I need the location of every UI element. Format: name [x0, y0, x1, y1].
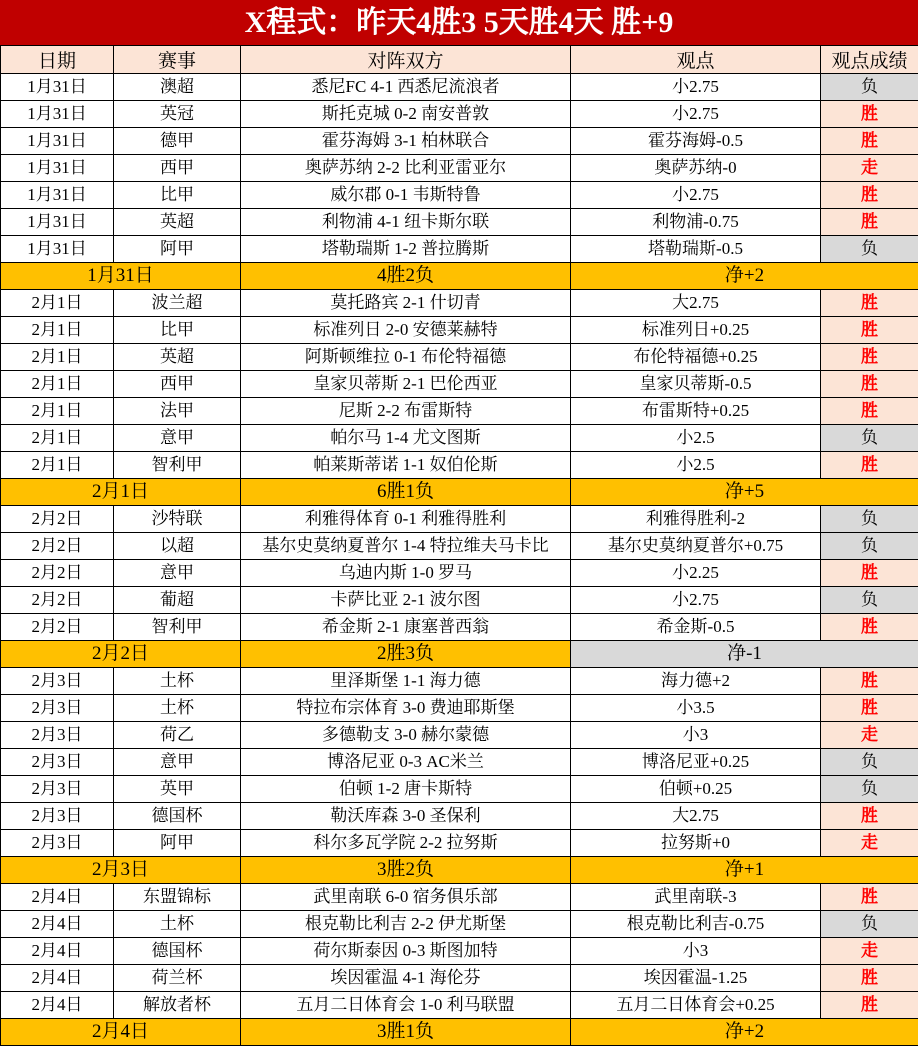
table-row [1, 182, 918, 209]
table-row [1, 884, 918, 911]
cell-result-badge: 胜 [821, 965, 918, 992]
table-row [1, 236, 918, 263]
table-row [1, 722, 918, 749]
cell-date: 2月4日 [1, 911, 114, 938]
cell-match: 悉尼FC 4-1 西悉尼流浪者 [241, 74, 571, 101]
cell-league: 阿甲 [114, 236, 241, 263]
summary-record: 2胜3负 [241, 641, 571, 668]
cell-league: 英超 [114, 344, 241, 371]
cell-league: 荷乙 [114, 722, 241, 749]
cell-result-badge: 走 [821, 155, 918, 182]
cell-date: 2月1日 [1, 452, 114, 479]
cell-opinion: 伯顿+0.25 [571, 776, 821, 803]
cell-league: 意甲 [114, 425, 241, 452]
cell-league: 智利甲 [114, 614, 241, 641]
summary-net: 净+1 [571, 857, 918, 884]
cell-result-badge: 胜 [821, 128, 918, 155]
cell-result-badge: 负 [821, 236, 918, 263]
cell-match: 勒沃库森 3-0 圣保利 [241, 803, 571, 830]
cell-league: 土杯 [114, 911, 241, 938]
cell-result-badge: 负 [821, 425, 918, 452]
cell-opinion: 小2.5 [571, 425, 821, 452]
cell-opinion: 小3.5 [571, 695, 821, 722]
cell-date: 2月4日 [1, 965, 114, 992]
summary-date: 1月31日 [1, 263, 241, 290]
table-row [1, 317, 918, 344]
cell-opinion: 小2.5 [571, 452, 821, 479]
summary-date: 2月3日 [1, 857, 241, 884]
cell-date: 2月2日 [1, 506, 114, 533]
table-row [1, 668, 918, 695]
summary-row [1, 641, 918, 668]
table-row [1, 965, 918, 992]
table-row [1, 74, 918, 101]
cell-date: 2月4日 [1, 884, 114, 911]
table-row [1, 992, 918, 1019]
cell-result-badge: 胜 [821, 317, 918, 344]
page-title: X程式：昨天4胜3 5天胜4天 胜+9 [0, 0, 918, 45]
cell-result-badge: 胜 [821, 614, 918, 641]
table-row [1, 371, 918, 398]
cell-league: 阿甲 [114, 830, 241, 857]
cell-league: 英甲 [114, 776, 241, 803]
cell-date: 1月31日 [1, 101, 114, 128]
cell-league: 澳超 [114, 74, 241, 101]
cell-result-badge: 胜 [821, 182, 918, 209]
cell-match: 里泽斯堡 1-1 海力德 [241, 668, 571, 695]
cell-date: 2月2日 [1, 560, 114, 587]
table-row [1, 695, 918, 722]
cell-match: 威尔郡 0-1 韦斯特鲁 [241, 182, 571, 209]
summary-row [1, 857, 918, 884]
cell-league: 德甲 [114, 128, 241, 155]
cell-opinion: 标准列日+0.25 [571, 317, 821, 344]
cell-date: 2月1日 [1, 290, 114, 317]
cell-date: 2月1日 [1, 344, 114, 371]
cell-match: 卡萨比亚 2-1 波尔图 [241, 587, 571, 614]
table-row [1, 101, 918, 128]
cell-date: 1月31日 [1, 209, 114, 236]
cell-date: 2月3日 [1, 776, 114, 803]
cell-league: 德国杯 [114, 803, 241, 830]
cell-date: 2月3日 [1, 830, 114, 857]
cell-opinion: 海力德+2 [571, 668, 821, 695]
cell-match: 科尔多瓦学院 2-2 拉努斯 [241, 830, 571, 857]
summary-net: 净+5 [571, 479, 918, 506]
cell-date: 2月1日 [1, 425, 114, 452]
cell-match: 埃因霍温 4-1 海伦芬 [241, 965, 571, 992]
summary-record: 4胜2负 [241, 263, 571, 290]
cell-match: 塔勒瑞斯 1-2 普拉腾斯 [241, 236, 571, 263]
cell-match: 莫托路宾 2-1 什切青 [241, 290, 571, 317]
cell-date: 2月3日 [1, 803, 114, 830]
col-header-date: 日期 [1, 46, 114, 74]
cell-match: 基尔史莫纳夏普尔 1-4 特拉维夫马卡比 [241, 533, 571, 560]
cell-league: 西甲 [114, 155, 241, 182]
table-row [1, 128, 918, 155]
table-row [1, 344, 918, 371]
cell-opinion: 霍芬海姆-0.5 [571, 128, 821, 155]
cell-result-badge: 负 [821, 587, 918, 614]
cell-result-badge: 走 [821, 938, 918, 965]
cell-date: 2月2日 [1, 587, 114, 614]
cell-league: 沙特联 [114, 506, 241, 533]
table-row [1, 452, 918, 479]
cell-opinion: 小2.25 [571, 560, 821, 587]
cell-date: 2月3日 [1, 749, 114, 776]
cell-match: 利物浦 4-1 纽卡斯尔联 [241, 209, 571, 236]
summary-record: 3胜1负 [241, 1019, 571, 1046]
summary-net: 净-1 [571, 641, 918, 668]
cell-opinion: 奥萨苏纳-0 [571, 155, 821, 182]
cell-result-badge: 胜 [821, 803, 918, 830]
cell-result-badge: 负 [821, 506, 918, 533]
cell-opinion: 塔勒瑞斯-0.5 [571, 236, 821, 263]
cell-date: 1月31日 [1, 74, 114, 101]
table-row [1, 830, 918, 857]
summary-net: 净+2 [571, 263, 918, 290]
col-header-match: 对阵双方 [241, 46, 571, 74]
table-row [1, 749, 918, 776]
cell-league: 比甲 [114, 182, 241, 209]
summary-date: 2月1日 [1, 479, 241, 506]
col-header-league: 赛事 [114, 46, 241, 74]
cell-league: 东盟锦标 [114, 884, 241, 911]
table-row [1, 290, 918, 317]
cell-match: 博洛尼亚 0-3 AC米兰 [241, 749, 571, 776]
cell-opinion: 小3 [571, 938, 821, 965]
summary-row [1, 479, 918, 506]
table-row [1, 776, 918, 803]
cell-date: 2月1日 [1, 371, 114, 398]
cell-league: 意甲 [114, 560, 241, 587]
cell-result-badge: 胜 [821, 398, 918, 425]
cell-opinion: 利物浦-0.75 [571, 209, 821, 236]
cell-league: 解放者杯 [114, 992, 241, 1019]
cell-match: 阿斯顿维拉 0-1 布伦特福德 [241, 344, 571, 371]
cell-date: 2月1日 [1, 398, 114, 425]
cell-match: 帕莱斯蒂诺 1-1 奴伯伦斯 [241, 452, 571, 479]
cell-result-badge: 胜 [821, 992, 918, 1019]
table-row [1, 425, 918, 452]
cell-date: 2月1日 [1, 317, 114, 344]
table-row [1, 911, 918, 938]
cell-opinion: 小2.75 [571, 182, 821, 209]
cell-opinion: 利雅得胜利-2 [571, 506, 821, 533]
cell-league: 意甲 [114, 749, 241, 776]
cell-match: 尼斯 2-2 布雷斯特 [241, 398, 571, 425]
cell-opinion: 拉努斯+0 [571, 830, 821, 857]
cell-league: 比甲 [114, 317, 241, 344]
table-row [1, 155, 918, 182]
cell-match: 霍芬海姆 3-1 柏林联合 [241, 128, 571, 155]
cell-date: 2月2日 [1, 614, 114, 641]
cell-opinion: 布伦特福德+0.25 [571, 344, 821, 371]
cell-league: 葡超 [114, 587, 241, 614]
cell-league: 以超 [114, 533, 241, 560]
cell-match: 伯顿 1-2 唐卡斯特 [241, 776, 571, 803]
cell-result-badge: 胜 [821, 101, 918, 128]
table-row [1, 587, 918, 614]
cell-opinion: 小2.75 [571, 101, 821, 128]
cell-result-badge: 负 [821, 911, 918, 938]
cell-league: 西甲 [114, 371, 241, 398]
cell-opinion: 武里南联-3 [571, 884, 821, 911]
cell-opinion: 小2.75 [571, 587, 821, 614]
cell-match: 荷尔斯泰因 0-3 斯图加特 [241, 938, 571, 965]
cell-match: 利雅得体育 0-1 利雅得胜利 [241, 506, 571, 533]
table-row [1, 533, 918, 560]
cell-league: 智利甲 [114, 452, 241, 479]
cell-date: 2月3日 [1, 668, 114, 695]
table-row [1, 398, 918, 425]
cell-opinion: 五月二日体育会+0.25 [571, 992, 821, 1019]
cell-date: 2月4日 [1, 992, 114, 1019]
cell-date: 2月3日 [1, 695, 114, 722]
cell-opinion: 皇家贝蒂斯-0.5 [571, 371, 821, 398]
cell-match: 五月二日体育会 1-0 利马联盟 [241, 992, 571, 1019]
table-row [1, 209, 918, 236]
cell-result-badge: 胜 [821, 209, 918, 236]
summary-row [1, 263, 918, 290]
cell-opinion: 博洛尼亚+0.25 [571, 749, 821, 776]
cell-league: 荷兰杯 [114, 965, 241, 992]
cell-match: 皇家贝蒂斯 2-1 巴伦西亚 [241, 371, 571, 398]
cell-league: 法甲 [114, 398, 241, 425]
cell-match: 多德勒支 3-0 赫尔蒙德 [241, 722, 571, 749]
cell-match: 特拉布宗体育 3-0 费迪耶斯堡 [241, 695, 571, 722]
cell-league: 英超 [114, 209, 241, 236]
cell-result-badge: 胜 [821, 452, 918, 479]
cell-match: 根克勒比利吉 2-2 伊尤斯堡 [241, 911, 571, 938]
cell-league: 土杯 [114, 668, 241, 695]
cell-result-badge: 胜 [821, 695, 918, 722]
cell-result-badge: 走 [821, 830, 918, 857]
summary-date: 2月2日 [1, 641, 241, 668]
col-header-result: 观点成绩 [821, 46, 918, 74]
cell-opinion: 布雷斯特+0.25 [571, 398, 821, 425]
table-body [1, 74, 918, 1046]
cell-opinion: 根克勒比利吉-0.75 [571, 911, 821, 938]
header-row [1, 46, 918, 74]
cell-result-badge: 胜 [821, 668, 918, 695]
cell-opinion: 大2.75 [571, 803, 821, 830]
table-row [1, 938, 918, 965]
cell-date: 2月4日 [1, 938, 114, 965]
cell-opinion: 大2.75 [571, 290, 821, 317]
cell-result-badge: 负 [821, 776, 918, 803]
results-table [0, 45, 918, 1046]
cell-date: 1月31日 [1, 155, 114, 182]
cell-match: 武里南联 6-0 宿务俱乐部 [241, 884, 571, 911]
cell-result-badge: 胜 [821, 344, 918, 371]
cell-opinion: 小3 [571, 722, 821, 749]
table-row [1, 803, 918, 830]
cell-match: 标准列日 2-0 安德莱赫特 [241, 317, 571, 344]
cell-league: 英冠 [114, 101, 241, 128]
table-row [1, 614, 918, 641]
summary-row [1, 1019, 918, 1046]
cell-result-badge: 走 [821, 722, 918, 749]
cell-opinion: 希金斯-0.5 [571, 614, 821, 641]
summary-record: 6胜1负 [241, 479, 571, 506]
cell-result-badge: 负 [821, 533, 918, 560]
cell-date: 1月31日 [1, 182, 114, 209]
cell-match: 乌迪内斯 1-0 罗马 [241, 560, 571, 587]
cell-result-badge: 胜 [821, 560, 918, 587]
cell-result-badge: 负 [821, 74, 918, 101]
cell-league: 土杯 [114, 695, 241, 722]
summary-date: 2月4日 [1, 1019, 241, 1046]
cell-date: 2月2日 [1, 533, 114, 560]
cell-result-badge: 胜 [821, 371, 918, 398]
cell-result-badge: 负 [821, 749, 918, 776]
cell-result-badge: 胜 [821, 290, 918, 317]
cell-opinion: 埃因霍温-1.25 [571, 965, 821, 992]
cell-match: 帕尔马 1-4 尤文图斯 [241, 425, 571, 452]
cell-match: 斯托克城 0-2 南安普敦 [241, 101, 571, 128]
cell-league: 波兰超 [114, 290, 241, 317]
col-header-opinion: 观点 [571, 46, 821, 74]
table-row [1, 560, 918, 587]
cell-opinion: 基尔史莫纳夏普尔+0.75 [571, 533, 821, 560]
cell-match: 奥萨苏纳 2-2 比利亚雷亚尔 [241, 155, 571, 182]
cell-league: 德国杯 [114, 938, 241, 965]
summary-record: 3胜2负 [241, 857, 571, 884]
cell-result-badge: 胜 [821, 884, 918, 911]
cell-opinion: 小2.75 [571, 74, 821, 101]
cell-date: 1月31日 [1, 236, 114, 263]
cell-date: 2月3日 [1, 722, 114, 749]
cell-date: 1月31日 [1, 128, 114, 155]
cell-match: 希金斯 2-1 康塞普西翁 [241, 614, 571, 641]
summary-net: 净+2 [571, 1019, 918, 1046]
table-row [1, 506, 918, 533]
